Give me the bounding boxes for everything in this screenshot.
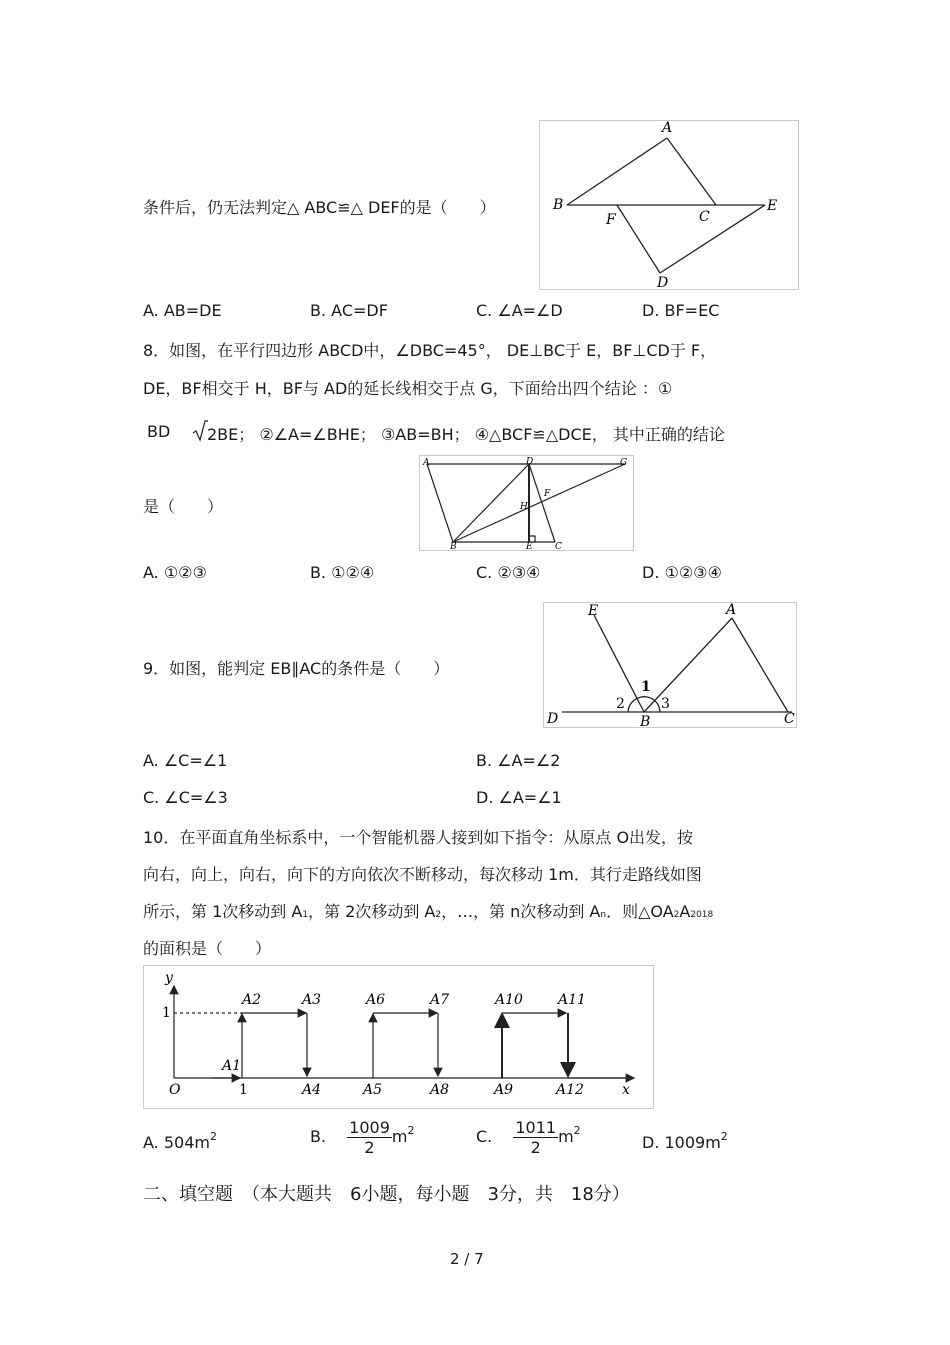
q10-option-d-sup: 2 [720, 1130, 728, 1143]
q9-label-3: 3 [661, 696, 670, 712]
q10-option-b-unit: m [391, 1127, 408, 1146]
q10-label-a6: A6 [366, 992, 386, 1008]
q10-option-d[interactable] [642, 1130, 728, 1152]
q10-stem-line1: 10．在平面直角坐标系中，一个智能机器人接到如下指令：从原点 O出发，按 [143, 828, 694, 847]
q10-option-b-denominator: 2 [364, 1138, 375, 1157]
q10-line3-sub-b: 2 [435, 910, 442, 920]
q10-line3-sub-a: 1 [302, 910, 309, 920]
q8-label-e: E [526, 542, 533, 550]
q7-label-d: D [657, 275, 669, 289]
q10-option-b[interactable] [310, 1118, 414, 1157]
q10-figure [143, 965, 654, 1109]
q8-stem-line3a: BD [147, 422, 171, 441]
q10-label-a9: A9 [494, 1082, 514, 1098]
q10-stem-line4: 的面积是（ ） [143, 939, 272, 958]
q10-line3-part-d-mid: A [679, 902, 691, 921]
q8-label-d: D [526, 457, 534, 467]
q10-option-b-sup: 2 [407, 1124, 415, 1137]
q7-label-c: C [699, 209, 710, 225]
q8-figure [419, 455, 634, 551]
q8-option-c[interactable]: C. ②③④ [476, 563, 541, 582]
q10-label-a5: A5 [363, 1082, 383, 1098]
q10-option-b-fraction [347, 1118, 392, 1157]
q10-option-a-text: A. 504m [143, 1133, 210, 1152]
q10-option-d-text: D. 1009m [642, 1133, 721, 1152]
q7-stem: 条件后，仍无法判定△ ABC≌△ DEF的是（ ） [143, 198, 496, 217]
q8-label-g: G [620, 458, 628, 468]
q10-option-a[interactable] [143, 1130, 217, 1152]
q7-label-e: E [767, 198, 778, 214]
q9-label-d: D [547, 711, 559, 727]
q7-label-f: F [606, 212, 616, 228]
q8-stem-line4: 是（ ） [143, 497, 224, 516]
q7-option-c[interactable]: C. ∠A=∠D [476, 301, 563, 320]
q8-stem-line2: DE，BF相交于 H，BF与 AD的延长线相交于点 G，下面给出四个结论 ：① [143, 379, 673, 398]
q10-option-c[interactable] [476, 1118, 581, 1157]
q10-line3-part-c: ，…，第 n次移动到 A [441, 902, 601, 921]
q10-label-a3: A3 [302, 992, 322, 1008]
q9-option-b[interactable]: B. ∠A=∠2 [476, 751, 561, 770]
q8-label-h: H [520, 502, 528, 512]
q10-label-a4: A4 [302, 1082, 322, 1098]
q7-label-b: B [553, 197, 564, 213]
q10-option-a-sup: 2 [209, 1130, 217, 1143]
q10-label-a1: A1 [222, 1058, 242, 1074]
q8-option-d[interactable]: D. ①②③④ [642, 563, 722, 582]
section-2-heading: 二、填空题 （本大题共 6小题，每小题 3分，共 18分） [143, 1184, 630, 1205]
q10-option-c-unit: m [558, 1127, 574, 1146]
q9-option-d[interactable]: D. ∠A=∠1 [476, 788, 562, 807]
q10-option-c-prefix: C. [476, 1127, 493, 1146]
q10-label-a12: A12 [556, 1082, 584, 1098]
q10-line3-sub-c: n [600, 910, 607, 920]
q10-line3-sub-d2: 2018 [690, 910, 714, 920]
q10-option-c-sup: 2 [573, 1124, 581, 1137]
q9-label-a: A [726, 603, 737, 618]
q9-label-b: B [640, 714, 651, 727]
q10-tick-x-1: 1 [239, 1082, 248, 1098]
q9-label-1: 1 [641, 679, 651, 695]
q7-option-a[interactable]: A. AB=DE [143, 301, 222, 320]
q8-stem-line1: 8．如图，在平行四边形 ABCD中，∠DBC=45°， DE⊥BC于 E，BF⊥CD于 F， [143, 341, 717, 360]
q7-figure [539, 120, 799, 290]
sqrt-symbol [192, 420, 208, 446]
q8-label-c: C [555, 542, 562, 550]
q9-label-c: C [784, 711, 795, 727]
q10-option-b-numerator: 1009 [349, 1118, 390, 1137]
q9-option-a[interactable]: A. ∠C=∠1 [143, 751, 228, 770]
q10-axis-x-label: x [622, 1082, 630, 1098]
q8-label-b: B [450, 542, 457, 550]
q10-tick-y-1: 1 [162, 1005, 171, 1021]
q10-option-c-fraction [513, 1118, 558, 1157]
q10-line3-part-d: ．则△OA [606, 902, 674, 921]
q10-option-c-denominator: 2 [530, 1138, 541, 1157]
q10-label-a8: A8 [430, 1082, 450, 1098]
q10-axis-y-label: y [165, 970, 173, 986]
q10-line3-part-b: ，第 2次移动到 A [308, 902, 436, 921]
q10-line3-sub-d1: 2 [673, 910, 680, 920]
q9-figure [543, 602, 797, 728]
q8-label-f: F [544, 489, 551, 499]
q10-line3-part-a: 所示，第 1次移动到 A [143, 902, 303, 921]
q10-option-b-prefix: B. [310, 1127, 327, 1146]
q10-label-a11: A11 [558, 992, 586, 1008]
q8-stem-line3b: 2BE； ②∠A=∠BHE； ③AB=BH； ④△BCF≌△DCE， 其中正确的结论 [207, 425, 725, 444]
q9-label-e: E [588, 603, 599, 619]
q10-label-a10: A10 [495, 992, 523, 1008]
q9-stem: 9．如图，能判定 EB∥AC的条件是（ ） [143, 659, 450, 678]
q8-option-b[interactable]: B. ①②④ [310, 563, 375, 582]
q8-option-a[interactable]: A. ①②③ [143, 563, 207, 582]
q10-label-a2: A2 [242, 992, 262, 1008]
q8-label-a: A [423, 458, 430, 468]
q9-label-2: 2 [616, 696, 625, 712]
q10-stem-line3 [143, 899, 713, 922]
q7-option-d[interactable]: D. BF=EC [642, 301, 720, 320]
q10-origin-label: O [169, 1082, 181, 1098]
q10-option-c-numerator: 1011 [515, 1118, 557, 1137]
q7-option-b[interactable]: B. AC=DF [310, 301, 388, 320]
q9-option-c[interactable]: C. ∠C=∠3 [143, 788, 228, 807]
q10-stem-line2: 向右，向上，向右，向下的方向依次不断移动，每次移动 1m．其行走路线如图 [143, 865, 702, 884]
page-number: 2 / 7 [450, 1250, 484, 1268]
q7-label-a: A [662, 121, 673, 136]
q10-label-a7: A7 [430, 992, 450, 1008]
